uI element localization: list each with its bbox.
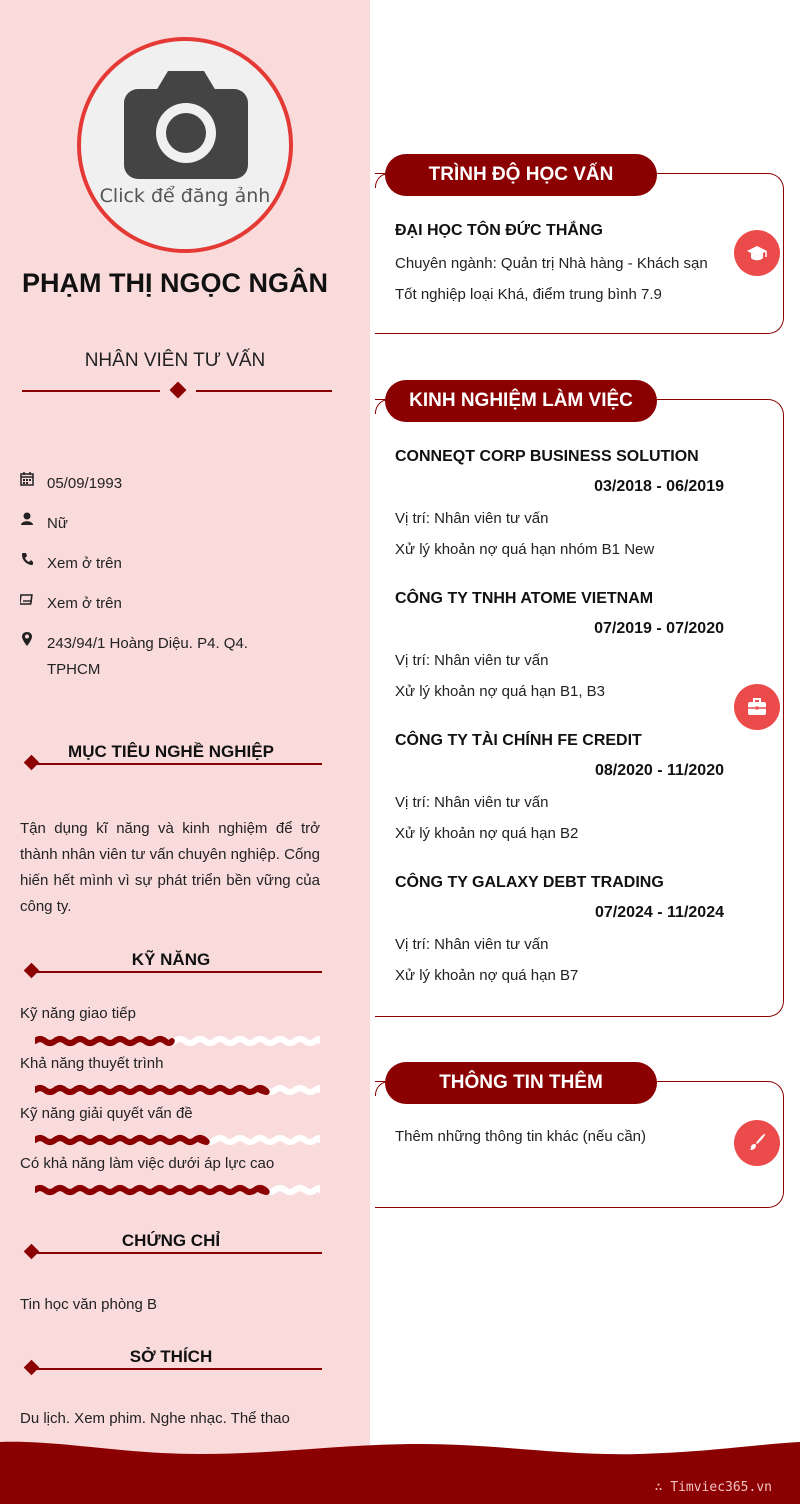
- email-icon: [20, 591, 34, 607]
- job-period: 07/2024 - 11/2024: [594, 904, 724, 921]
- hobbies-text: Du lịch. Xem phim. Nghe nhạc. Thể thao: [20, 1410, 290, 1427]
- certificates-text: Tin học văn phòng B: [20, 1296, 158, 1313]
- job-duty: Xử lý khoản nợ quá hạn B1, B3: [395, 683, 606, 700]
- skill-bar-fill: [35, 1088, 267, 1092]
- certificates-heading: [20, 1231, 322, 1261]
- skill-label: Khả năng thuyết trình: [20, 1055, 164, 1072]
- skill-label: Kỹ năng giải quyết vấn đề: [20, 1105, 193, 1122]
- camera-icon: [124, 71, 248, 179]
- location-icon: [20, 631, 34, 647]
- hobbies-heading: [20, 1347, 322, 1377]
- user-icon: [20, 511, 34, 527]
- objective-heading: [20, 742, 322, 772]
- certificates-title: CHỨNG CHỈ: [121, 1231, 221, 1250]
- info-text: Nữ: [47, 515, 68, 532]
- skill-bar: [35, 1184, 320, 1196]
- extra-badge: [734, 1120, 780, 1166]
- brand-watermark: ∴ Timviec365.vn: [654, 1480, 772, 1495]
- avatar-caption: Click để đăng ảnh: [99, 185, 271, 207]
- job-position: Vị trí: Nhân viên tư vấn: [395, 936, 549, 953]
- experience-badge: [734, 684, 780, 730]
- skill-bar-fill: [35, 1138, 207, 1142]
- job-company: CONNEQT CORP BUSINESS SOLUTION: [395, 448, 699, 465]
- skill-bar-fill: [35, 1188, 267, 1192]
- job-company: CÔNG TY TÀI CHÍNH FE CREDIT: [395, 732, 642, 749]
- objective-text: Tận dụng kĩ năng và kinh nghiệm để trở thành nhân viên tư vấn chuyên nghiệp. Cống hiến hết mình vì sự phát triển bền vững của công ty.: [20, 820, 320, 915]
- job-company: CÔNG TY TNHH ATOME VIETNAM: [395, 590, 654, 607]
- skill-bar: [35, 1134, 320, 1146]
- skill-bar-fill: [35, 1039, 172, 1043]
- objective-title: MỤC TIÊU NGHỀ NGHIỆP: [68, 742, 274, 761]
- paintbrush-icon: [746, 1132, 768, 1154]
- job-duty: Xử lý khoản nợ quá hạn B2: [395, 825, 579, 842]
- skills-heading: [20, 950, 322, 980]
- phone-icon: [20, 551, 34, 567]
- skill-bar: [35, 1035, 320, 1047]
- education-major: Chuyên ngành: Quản trị Nhà hàng - Khách sạn: [395, 255, 708, 272]
- info-text: 243/94/1 Hoàng Diệu. P4. Q4. TPHCM: [47, 635, 248, 678]
- extra-title: THÔNG TIN THÊM: [385, 1062, 657, 1104]
- skill-label: Có khả năng làm việc dưới áp lực cao: [20, 1155, 275, 1172]
- education-badge: [734, 230, 780, 276]
- job-position: Vị trí: Nhân viên tư vấn: [395, 510, 549, 527]
- candidate-name: PHẠM THỊ NGỌC NGÂN: [22, 268, 328, 298]
- name-divider: [22, 381, 332, 401]
- education-card: [375, 173, 784, 334]
- job-period: 03/2018 - 06/2019: [594, 478, 724, 495]
- calendar-icon: [20, 471, 34, 487]
- job-period: 08/2020 - 11/2020: [594, 762, 724, 779]
- briefcase-icon: [746, 696, 768, 718]
- job-duty: Xử lý khoản nợ quá hạn B7: [395, 967, 579, 984]
- job-company: CÔNG TY GALAXY DEBT TRADING: [395, 874, 664, 891]
- job-position: Vị trí: Nhân viên tư vấn: [395, 794, 549, 811]
- job-period: 07/2019 - 07/2020: [594, 620, 724, 637]
- skill-label: Kỹ năng giao tiếp: [20, 1005, 136, 1022]
- job-duty: Xử lý khoản nợ quá hạn nhóm B1 New: [395, 541, 655, 558]
- info-text: Xem ở trên: [47, 555, 122, 572]
- avatar-upload[interactable]: [77, 37, 293, 253]
- skills-title: KỸ NĂNG: [131, 950, 211, 969]
- candidate-role: NHÂN VIÊN TƯ VẤN: [84, 350, 266, 371]
- info-text: 05/09/1993: [47, 475, 123, 492]
- extra-text: Thêm những thông tin khác (nếu cần): [395, 1128, 647, 1145]
- education-title: TRÌNH ĐỘ HỌC VẤN: [385, 154, 657, 196]
- education-school: ĐẠI HỌC TÔN ĐỨC THẮNG: [395, 222, 603, 239]
- hobbies-title: SỞ THÍCH: [129, 1347, 213, 1366]
- job-position: Vị trí: Nhân viên tư vấn: [395, 652, 549, 669]
- experience-title: KINH NGHIỆM LÀM VIỆC: [385, 380, 657, 422]
- education-grade: Tốt nghiệp loại Khá, điểm trung bình 7.9: [395, 286, 662, 303]
- graduation-cap-icon: [746, 242, 768, 264]
- info-text: Xem ở trên: [47, 595, 122, 612]
- sidebar-wave-edge: [340, 0, 380, 1504]
- skill-bar: [35, 1084, 320, 1096]
